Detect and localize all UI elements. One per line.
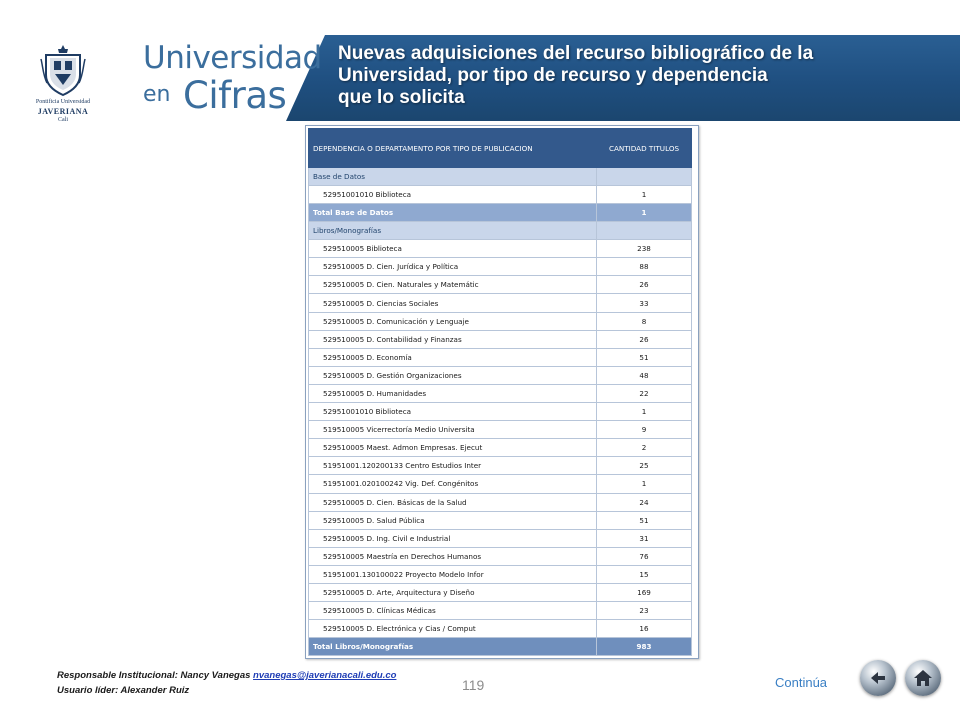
dependencia-cell: 52951001010 Biblioteca	[309, 403, 597, 421]
title-line-1: Nuevas adquisiciones del recurso bibliográfico de la	[338, 43, 814, 64]
page-number: 119	[462, 677, 485, 693]
dependencia-cell: 529510005 D. Cien. Naturales y Matemátic	[309, 276, 597, 294]
table-row	[309, 240, 692, 258]
table-row	[309, 294, 692, 312]
cantidad-cell: 51	[597, 511, 692, 529]
dependencia-cell: 529510005 Maestría en Derechos Humanos	[309, 547, 597, 565]
dependencia-cell: 51951001.120200133 Centro Estudios Inter	[309, 457, 597, 475]
column-header-dependencia: DEPENDENCIA O DEPARTAMENTO POR TIPO DE PUBLICACION	[309, 129, 597, 168]
table-row	[309, 330, 692, 348]
total-label: Total Base de Datos	[309, 204, 597, 222]
dependencia-cell: 51951001.130100022 Proyecto Modelo Infor	[309, 565, 597, 583]
table-row	[309, 457, 692, 475]
cantidad-cell: 33	[597, 294, 692, 312]
cantidad-cell: 24	[597, 493, 692, 511]
crest-caption	[30, 98, 96, 125]
section-empty-cell	[597, 222, 692, 240]
total-value: 983	[597, 638, 692, 656]
dependencia-cell: 529510005 D. Ciencias Sociales	[309, 294, 597, 312]
dependencia-cell: 529510005 D. Ing. Civil e Industrial	[309, 529, 597, 547]
table-row	[309, 620, 692, 638]
dependencia-cell: 519510005 Vicerrectoría Medio Universita	[309, 421, 597, 439]
table-row	[309, 384, 692, 402]
table-row	[309, 186, 692, 204]
logo-universidad: Universidad	[143, 40, 322, 76]
table-row	[309, 439, 692, 457]
table-row	[309, 258, 692, 276]
dependencia-cell: 529510005 D. Salud Pública	[309, 511, 597, 529]
cantidad-cell: 1	[597, 186, 692, 204]
cantidad-cell: 76	[597, 547, 692, 565]
dependencia-cell: 52951001010 Biblioteca	[309, 186, 597, 204]
dependencia-cell: 529510005 D. Electrónica y Cias / Comput	[309, 620, 597, 638]
table-row	[309, 475, 692, 493]
crest-small-text: Pontificia Universidad	[35, 99, 91, 105]
dependencia-cell: 529510005 Maest. Admon Empresas. Ejecut	[309, 439, 597, 457]
acquisitions-table	[308, 128, 692, 656]
total-row	[309, 204, 692, 222]
section-name: Base de Datos	[309, 168, 597, 186]
cantidad-cell: 25	[597, 457, 692, 475]
cantidad-cell: 23	[597, 602, 692, 620]
crest-city-text: Cali	[58, 117, 68, 123]
total-label: Total Libros/Monografías	[309, 638, 597, 656]
email-link[interactable]: nvanegas@javerianacali.edu.co	[253, 670, 397, 681]
cantidad-cell: 2	[597, 439, 692, 457]
table-body	[309, 168, 692, 656]
table-row	[309, 276, 692, 294]
university-crest-icon	[38, 43, 88, 97]
acquisitions-table-container	[305, 125, 699, 659]
table-row	[309, 583, 692, 601]
back-button[interactable]	[860, 660, 896, 696]
cantidad-cell: 26	[597, 276, 692, 294]
home-icon	[913, 668, 933, 688]
dependencia-cell: 529510005 D. Gestión Organizaciones	[309, 366, 597, 384]
section-empty-cell	[597, 168, 692, 186]
crest-big-text: JAVERIANA	[37, 107, 89, 116]
table-row	[309, 602, 692, 620]
responsable-line	[57, 668, 457, 683]
cantidad-cell: 15	[597, 565, 692, 583]
table-row	[309, 529, 692, 547]
table-row	[309, 403, 692, 421]
usuario-lider: Usuario líder: Alexander Ruiz	[57, 685, 190, 696]
responsable-label: Responsable Institucional: Nancy Vanegas	[57, 670, 251, 681]
dependencia-cell: 529510005 D. Comunicación y Lenguaje	[309, 312, 597, 330]
total-row	[309, 638, 692, 656]
back-arrow-icon	[868, 668, 888, 688]
continue-link[interactable]: Continúa	[775, 675, 828, 690]
cantidad-cell: 1	[597, 475, 692, 493]
cantidad-cell: 88	[597, 258, 692, 276]
table-row	[309, 421, 692, 439]
cantidad-cell: 238	[597, 240, 692, 258]
cantidad-cell: 8	[597, 312, 692, 330]
dependencia-cell: 529510005 D. Humanidades	[309, 384, 597, 402]
cantidad-cell: 31	[597, 529, 692, 547]
cantidad-cell: 1	[597, 403, 692, 421]
dependencia-cell: 51951001.020100242 Vig. Def. Congénitos	[309, 475, 597, 493]
cantidad-cell: 169	[597, 583, 692, 601]
cantidad-cell: 9	[597, 421, 692, 439]
total-value: 1	[597, 204, 692, 222]
dependencia-cell: 529510005 D. Cien. Básicas de la Salud	[309, 493, 597, 511]
title-line-2: Universidad, por tipo de recurso y dependencia	[338, 65, 768, 86]
cantidad-cell: 26	[597, 330, 692, 348]
table-row	[309, 366, 692, 384]
table-row	[309, 493, 692, 511]
cantidad-cell: 22	[597, 384, 692, 402]
logo-en: en	[143, 82, 171, 107]
cantidad-cell: 51	[597, 348, 692, 366]
home-button[interactable]	[905, 660, 941, 696]
section-row	[309, 168, 692, 186]
table-row	[309, 511, 692, 529]
dependencia-cell: 529510005 D. Arte, Arquitectura y Diseño	[309, 583, 597, 601]
page-title	[338, 43, 898, 109]
table-row	[309, 547, 692, 565]
dependencia-cell: 529510005 D. Clínicas Médicas	[309, 602, 597, 620]
table-row	[309, 348, 692, 366]
section-row	[309, 222, 692, 240]
table-header-row	[309, 129, 692, 168]
dependencia-cell: 529510005 D. Contabilidad y Finanzas	[309, 330, 597, 348]
logo-cifras: Cifras	[183, 74, 287, 117]
dependencia-cell: 529510005 Biblioteca	[309, 240, 597, 258]
dependencia-cell: 529510005 D. Cien. Jurídica y Política	[309, 258, 597, 276]
cantidad-cell: 16	[597, 620, 692, 638]
cantidad-cell: 48	[597, 366, 692, 384]
footer-credits	[57, 668, 457, 698]
section-name: Libros/Monografías	[309, 222, 597, 240]
title-line-3: que lo solicita	[338, 87, 465, 108]
column-header-cantidad: CANTIDAD TITULOS	[597, 129, 692, 168]
dependencia-cell: 529510005 D. Economía	[309, 348, 597, 366]
table-row	[309, 312, 692, 330]
table-row	[309, 565, 692, 583]
